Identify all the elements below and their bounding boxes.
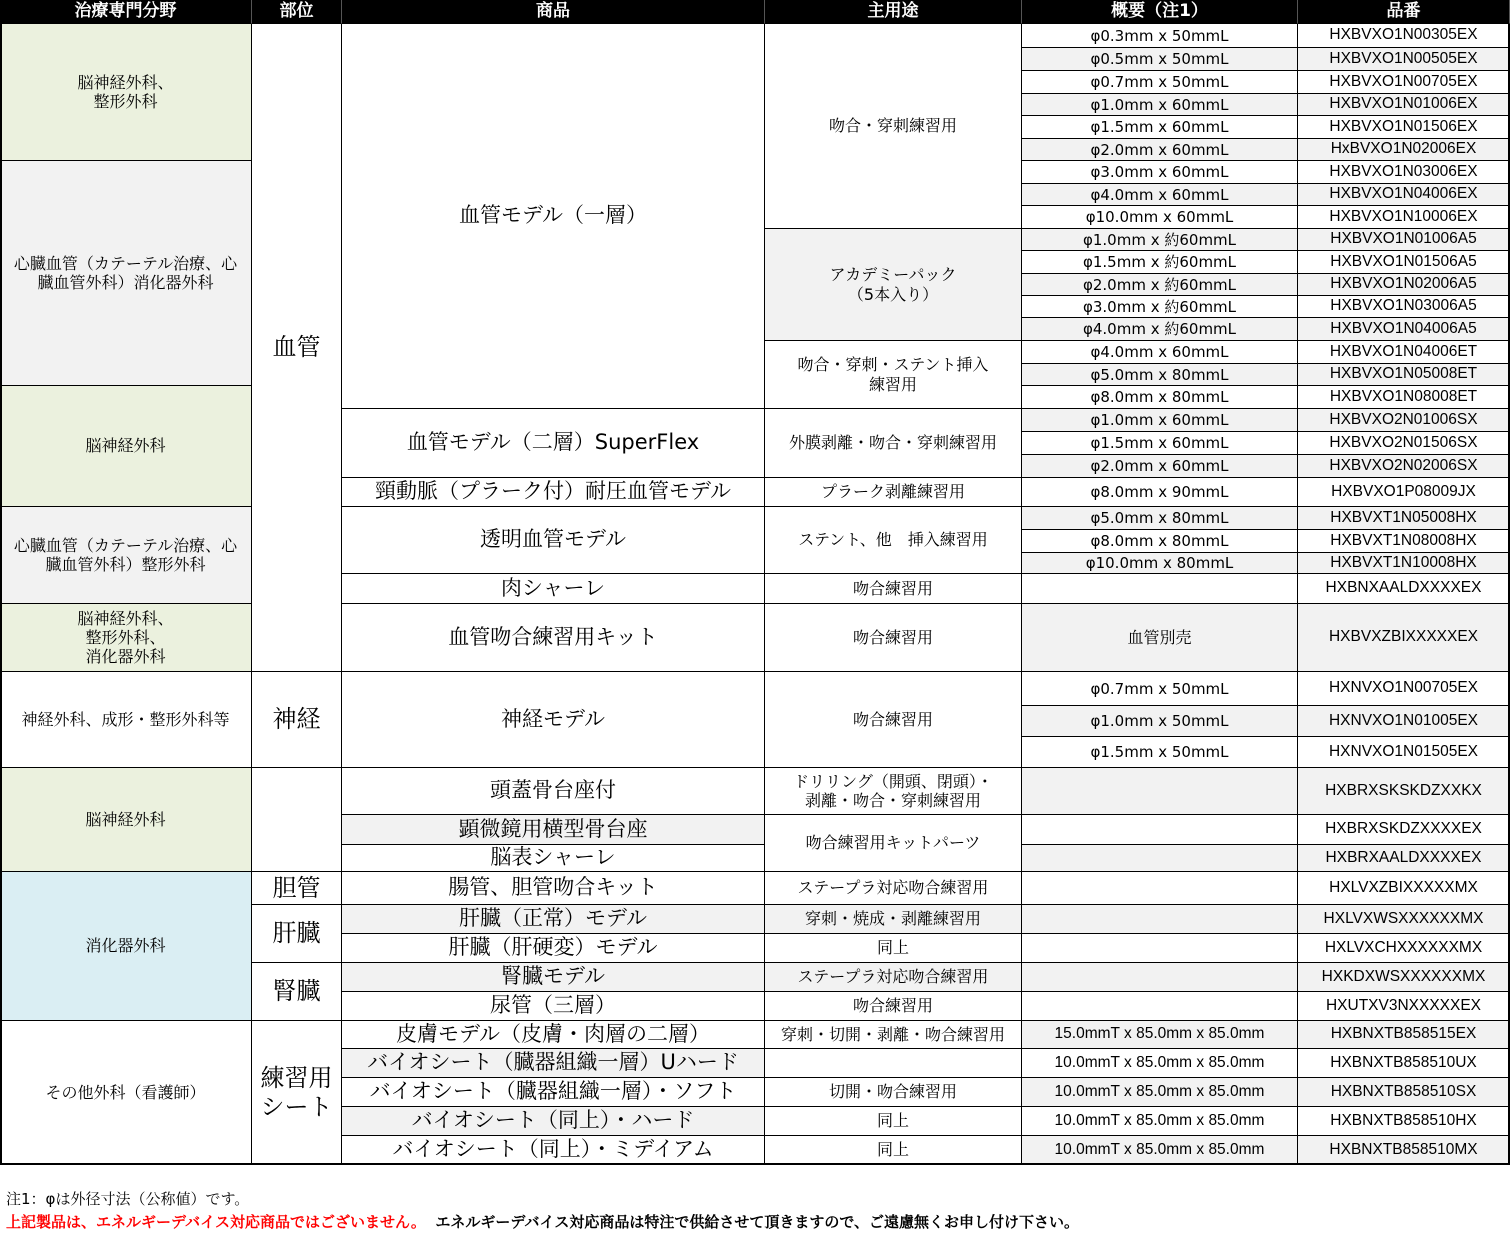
product-name-cell: 肝臓（正常）モデル <box>342 905 765 934</box>
part-number-cell: HXBNXTB858510MX <box>1298 1136 1510 1165</box>
part-number-cell: HXBVXO1N01506A5 <box>1298 251 1510 274</box>
part-number-cell: HXBVXO2N01006SX <box>1298 409 1510 432</box>
product-name-cell: 肝臓（肝硬変）モデル <box>342 934 765 963</box>
summary-cell: φ5.0mm x 80mmL <box>1022 507 1298 530</box>
specialty-cell: 消化器外科 <box>0 872 252 1021</box>
site-cell: 肝臓 <box>252 905 342 963</box>
product-name-cell: 透明血管モデル <box>342 507 765 574</box>
summary-cell: 10.0mmT x 85.0mm x 85.0mm <box>1022 1107 1298 1136</box>
summary-cell <box>1022 963 1298 992</box>
main-use-cell: 吻合練習用 <box>765 672 1022 768</box>
summary-cell <box>1022 815 1298 845</box>
product-name-cell: バイオシート（臓器組織一層）Uハード <box>342 1049 765 1078</box>
main-use-cell: 切開・吻合練習用 <box>765 1078 1022 1107</box>
part-number-cell: HXBVXO1N04006A5 <box>1298 318 1510 341</box>
summary-cell: φ0.7mm x 50mmL <box>1022 71 1298 94</box>
summary-cell <box>1022 574 1298 604</box>
summary-cell: φ5.0mm x 80mmL <box>1022 364 1298 386</box>
part-number-cell: HXKDXWSXXXXXXMX <box>1298 963 1510 992</box>
specialty-cell: 心臓血管（カテーテル治療、心 臓血管外科）消化器外科 <box>0 161 252 386</box>
product-name-cell: 顕微鏡用横型骨台座 <box>342 815 765 845</box>
summary-cell: φ2.0mm x 60mmL <box>1022 455 1298 478</box>
summary-cell: φ1.5mm x 60mmL <box>1022 116 1298 139</box>
product-name-cell: 脳表シャーレ <box>342 845 765 872</box>
summary-cell: φ1.0mm x 60mmL <box>1022 409 1298 432</box>
part-number-cell: HXBVXO1N00305EX <box>1298 24 1510 48</box>
summary-cell: φ10.0mm x 60mmL <box>1022 206 1298 229</box>
header-specialty: 治療専門分野 <box>0 0 252 24</box>
summary-cell: 10.0mmT x 85.0mm x 85.0mm <box>1022 1049 1298 1078</box>
product-name-cell: 血管吻合練習用キット <box>342 604 765 672</box>
specialty-cell: 脳神経外科 <box>0 386 252 507</box>
summary-cell: φ1.0mm x 約60mmL <box>1022 229 1298 251</box>
footnote-diameter: 注1：φは外径寸法（公称値）です。 <box>6 1190 250 1208</box>
part-number-cell: HXBVXZBIXXXXXEX <box>1298 604 1510 672</box>
product-name-cell: 腎臓モデル <box>342 963 765 992</box>
summary-cell: 10.0mmT x 85.0mm x 85.0mm <box>1022 1136 1298 1165</box>
specialty-cell: 脳神経外科、 整形外科、 消化器外科 <box>0 604 252 672</box>
product-name-cell: バイオシート（同上）・ミデイアム <box>342 1136 765 1165</box>
main-use-cell: 同上 <box>765 1136 1022 1165</box>
footnote-energy-device <box>6 1211 1079 1232</box>
main-use-cell: 同上 <box>765 1107 1022 1136</box>
part-number-cell: HXBNXTB858515EX <box>1298 1021 1510 1049</box>
summary-cell: 血管別売 <box>1022 604 1298 672</box>
product-name-cell: 頭蓋骨台座付 <box>342 768 765 815</box>
part-number-cell: HXBVXO2N01506SX <box>1298 432 1510 455</box>
specialty-cell: 脳神経外科 <box>0 768 252 872</box>
main-use-cell: 吻合練習用 <box>765 604 1022 672</box>
summary-cell: φ2.0mm x 約60mmL <box>1022 274 1298 296</box>
summary-cell: φ0.5mm x 50mmL <box>1022 48 1298 71</box>
product-name-cell: 血管モデル（一層） <box>342 24 765 409</box>
site-cell: 胆管 <box>252 872 342 905</box>
summary-cell: φ4.0mm x 60mmL <box>1022 184 1298 206</box>
part-number-cell: HXBVXO1N00505EX <box>1298 48 1510 71</box>
summary-cell: φ3.0mm x 約60mmL <box>1022 296 1298 318</box>
summary-cell: φ8.0mm x 90mmL <box>1022 478 1298 507</box>
part-number-cell: HXLVXZBIXXXXXMX <box>1298 872 1510 905</box>
summary-cell: φ4.0mm x 約60mmL <box>1022 318 1298 341</box>
part-number-cell: HXLVXWSXXXXXXMX <box>1298 905 1510 934</box>
part-number-cell: HXBVXO1N03006A5 <box>1298 296 1510 318</box>
product-name-cell: 腸管、胆管吻合キット <box>342 872 765 905</box>
summary-cell <box>1022 992 1298 1021</box>
part-number-cell: HXBVXO1N03006EX <box>1298 161 1510 184</box>
header-main-use: 主用途 <box>765 0 1022 24</box>
main-use-cell: 吻合練習用 <box>765 992 1022 1021</box>
product-name-cell: 肉シャーレ <box>342 574 765 604</box>
part-number-cell: HXBNXAALDXXXXEX <box>1298 574 1510 604</box>
summary-cell: φ4.0mm x 60mmL <box>1022 341 1298 364</box>
summary-cell <box>1022 934 1298 963</box>
main-use-cell: 吻合・穿刺・ステント挿入 練習用 <box>765 341 1022 409</box>
summary-cell: φ0.3mm x 50mmL <box>1022 24 1298 48</box>
product-name-cell: バイオシート（臓器組織一層）・ソフト <box>342 1078 765 1107</box>
part-number-cell: HXBNXTB858510SX <box>1298 1078 1510 1107</box>
part-number-cell: HXBVXO1N00705EX <box>1298 71 1510 94</box>
part-number-cell: HXNVXO1N00705EX <box>1298 672 1510 706</box>
header-part-number: 品番 <box>1298 0 1510 24</box>
summary-cell: φ1.5mm x 50mmL <box>1022 737 1298 768</box>
product-name-cell: 頸動脈（プラーク付）耐圧血管モデル <box>342 478 765 507</box>
main-use-cell: ステープラ対応吻合練習用 <box>765 963 1022 992</box>
part-number-cell: HXBVXO1P08009JX <box>1298 478 1510 507</box>
product-name-cell: 神経モデル <box>342 672 765 768</box>
product-name-cell: 尿管（三層） <box>342 992 765 1021</box>
main-use-cell <box>765 1049 1022 1078</box>
summary-cell: φ1.0mm x 60mmL <box>1022 94 1298 116</box>
part-number-cell: HXBVXT1N10008HX <box>1298 553 1510 574</box>
part-number-cell: HXBVXO1N02006A5 <box>1298 274 1510 296</box>
main-use-cell: プラーク剥離練習用 <box>765 478 1022 507</box>
part-number-cell: HXBVXT1N08008HX <box>1298 530 1510 553</box>
product-name-cell: 血管モデル（二層）SuperFlex <box>342 409 765 478</box>
main-use-cell: 吻合練習用キットパーツ <box>765 815 1022 872</box>
summary-cell <box>1022 845 1298 872</box>
summary-cell: 10.0mmT x 85.0mm x 85.0mm <box>1022 1078 1298 1107</box>
summary-cell: φ1.5mm x 60mmL <box>1022 432 1298 455</box>
summary-cell <box>1022 872 1298 905</box>
summary-cell: φ1.5mm x 約60mmL <box>1022 251 1298 274</box>
site-cell: 腎臓 <box>252 963 342 1021</box>
summary-cell: φ0.7mm x 50mmL <box>1022 672 1298 706</box>
part-number-cell: HXBVXO1N10006EX <box>1298 206 1510 229</box>
part-number-cell: HXUTXV3NXXXXXEX <box>1298 992 1510 1021</box>
main-use-cell: 吻合・穿刺練習用 <box>765 24 1022 229</box>
header-site: 部位 <box>252 0 342 24</box>
specialty-cell: その他外科（看護師） <box>0 1021 252 1165</box>
site-cell: 練習用 シート <box>252 1021 342 1165</box>
part-number-cell: HxBVXO1N02006EX <box>1298 139 1510 161</box>
summary-cell: φ8.0mm x 80mmL <box>1022 530 1298 553</box>
main-use-cell: 穿刺・焼成・剥離練習用 <box>765 905 1022 934</box>
summary-cell: 15.0mmT x 85.0mm x 85.0mm <box>1022 1021 1298 1049</box>
main-use-cell: ステント、他 挿入練習用 <box>765 507 1022 574</box>
part-number-cell: HXBVXO1N01006EX <box>1298 94 1510 116</box>
part-number-cell: HXBRXAALDXXXXEX <box>1298 845 1510 872</box>
summary-cell <box>1022 905 1298 934</box>
energy-device-warning: 上記製品は、エネルギーデバイス対応商品ではございません。 <box>6 1213 426 1231</box>
main-use-cell: 吻合練習用 <box>765 574 1022 604</box>
part-number-cell: HXBRXSKDZXXXXEX <box>1298 815 1510 845</box>
main-use-cell: 外膜剥離・吻合・穿刺練習用 <box>765 409 1022 478</box>
main-use-cell: 穿刺・切開・剥離・吻合練習用 <box>765 1021 1022 1049</box>
header-product: 商品 <box>342 0 765 24</box>
summary-cell: φ1.0mm x 50mmL <box>1022 706 1298 737</box>
specialty-cell: 心臓血管（カテーテル治療、心 臓血管外科）整形外科 <box>0 507 252 604</box>
part-number-cell: HXBVXO1N01506EX <box>1298 116 1510 139</box>
part-number-cell: HXBVXO2N02006SX <box>1298 455 1510 478</box>
specialty-cell: 神経外科、成形・整形外科等 <box>0 672 252 768</box>
main-use-cell: アカデミーパック （5本入り） <box>765 229 1022 341</box>
part-number-cell: HXNVXO1N01505EX <box>1298 737 1510 768</box>
part-number-cell: HXBVXO1N04006ET <box>1298 341 1510 364</box>
summary-cell: φ8.0mm x 80mmL <box>1022 386 1298 409</box>
summary-cell: φ2.0mm x 60mmL <box>1022 139 1298 161</box>
specialty-cell: 脳神経外科、 整形外科 <box>0 24 252 161</box>
summary-cell <box>1022 768 1298 815</box>
site-cell: 神経 <box>252 672 342 768</box>
part-number-cell: HXNVXO1N01005EX <box>1298 706 1510 737</box>
part-number-cell: HXBVXO1N05008ET <box>1298 364 1510 386</box>
part-number-cell: HXBVXO1N04006EX <box>1298 184 1510 206</box>
part-number-cell: HXBRXSKSKDZXXKX <box>1298 768 1510 815</box>
main-use-cell: ステープラ対応吻合練習用 <box>765 872 1022 905</box>
summary-cell: φ3.0mm x 60mmL <box>1022 161 1298 184</box>
part-number-cell: HXBVXO1N08008ET <box>1298 386 1510 409</box>
main-use-cell: 同上 <box>765 934 1022 963</box>
site-cell <box>252 768 342 872</box>
part-number-cell: HXBVXO1N01006A5 <box>1298 229 1510 251</box>
part-number-cell: HXBNXTB858510UX <box>1298 1049 1510 1078</box>
header-summary: 概要（注1） <box>1022 0 1298 24</box>
part-number-cell: HXBVXT1N05008HX <box>1298 507 1510 530</box>
product-name-cell: バイオシート（同上）・ハード <box>342 1107 765 1136</box>
part-number-cell: HXBNXTB858510HX <box>1298 1107 1510 1136</box>
summary-cell: φ10.0mm x 80mmL <box>1022 553 1298 574</box>
part-number-cell: HXLVXCHXXXXXXMX <box>1298 934 1510 963</box>
custom-order-notice: エネルギーデバイス対応商品は特注で供給させて頂きますので、ご遠慮無くお申し付け下さい。 <box>435 1213 1080 1231</box>
product-name-cell: 皮膚モデル（皮膚・肉層の二層） <box>342 1021 765 1049</box>
site-cell: 血管 <box>252 24 342 672</box>
main-use-cell: ドリリング（開頭、閉頭）・ 剥離・吻合・穿刺練習用 <box>765 768 1022 815</box>
